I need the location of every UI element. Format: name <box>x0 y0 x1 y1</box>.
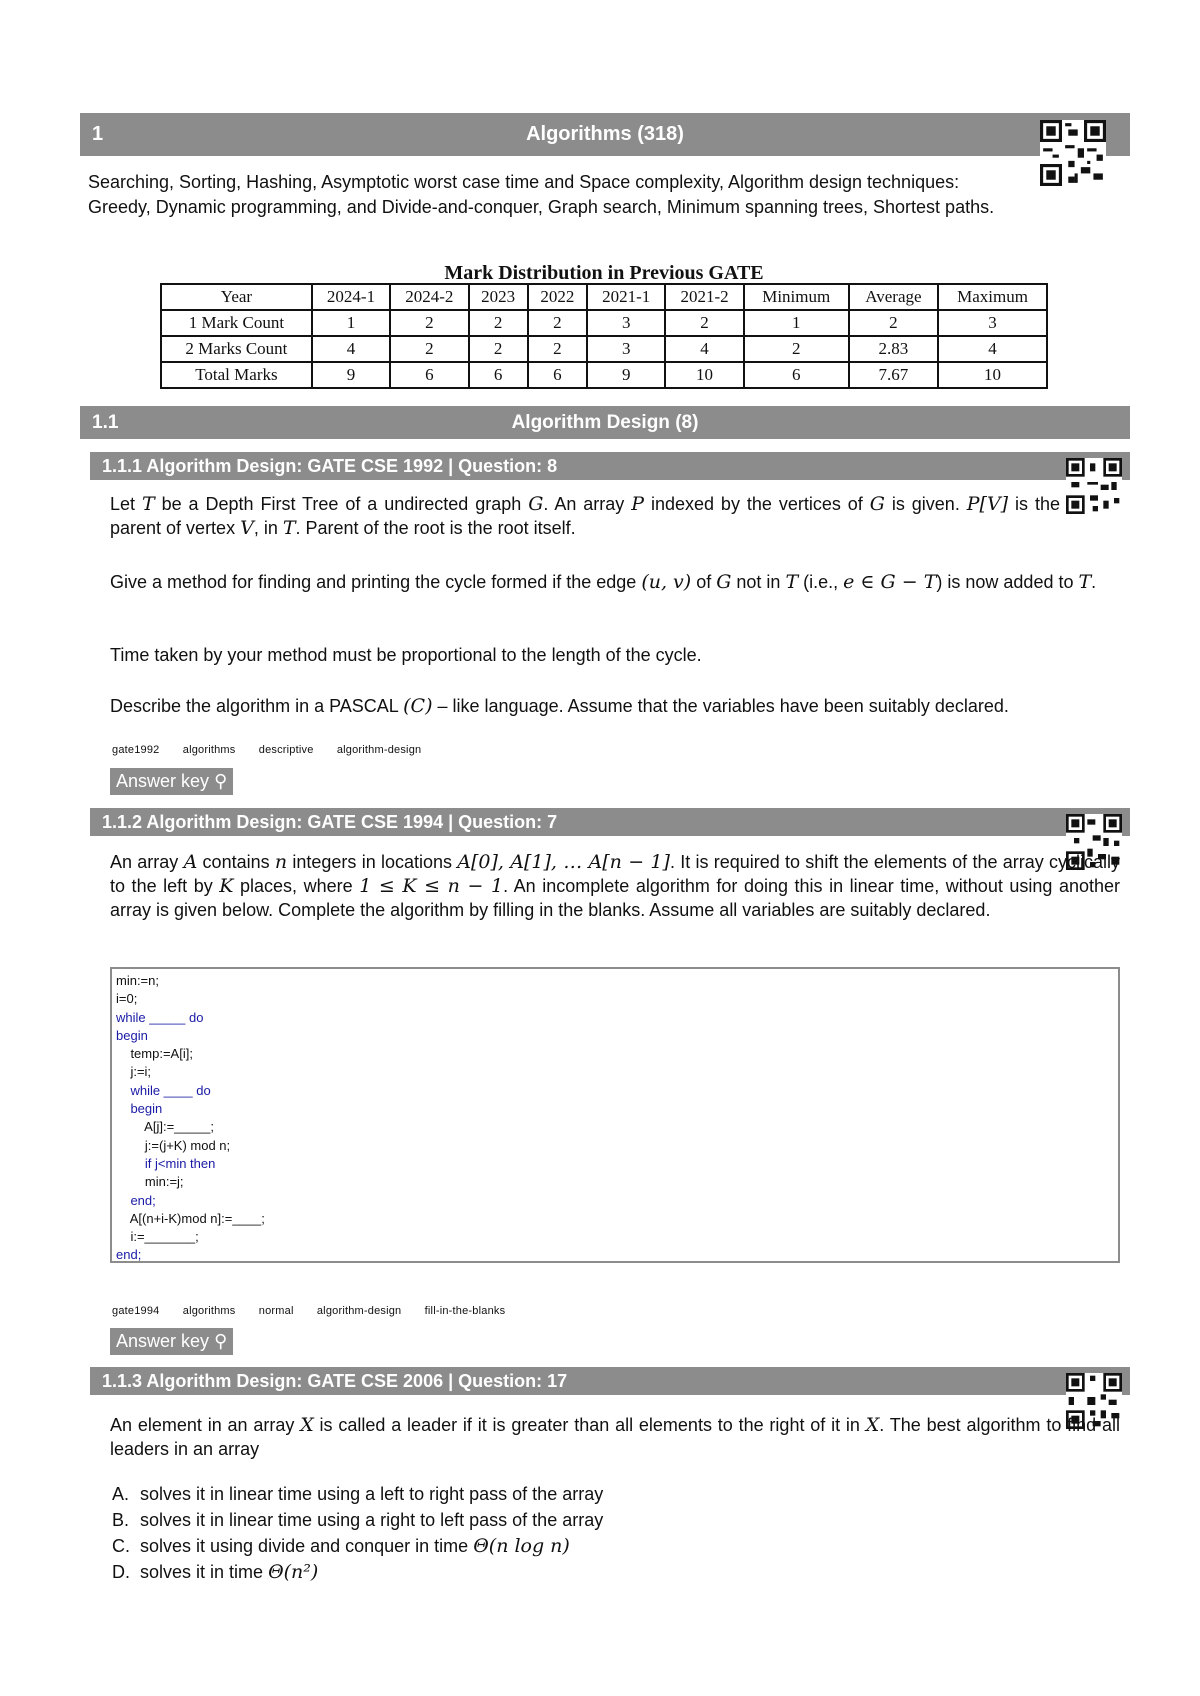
option-c[interactable]: C. solves it using divide and conquer in time Θ(n log n) <box>112 1535 570 1557</box>
table-cell: 1 <box>312 310 390 336</box>
table-header-cell: 2022 <box>528 284 587 310</box>
question-text: Time taken by your method must be proportional to the length of the cycle. <box>110 645 702 665</box>
code-line: while ____ do <box>116 1082 211 1098</box>
question-text: Give a method for finding and printing the cycle formed if the edge (u, v) of G not in T (i.e., e ∈ G − T) is now added to T. <box>110 571 1097 593</box>
tag[interactable]: gate1994 <box>112 1305 160 1317</box>
code-block <box>110 967 1120 1263</box>
table-cell: 2.83 <box>849 336 938 362</box>
table-header-cell: 2024-1 <box>312 284 390 310</box>
code-line: min:=j; <box>116 1174 184 1190</box>
table-cell: 2 <box>528 336 587 362</box>
table-cell: 2 <box>469 310 528 336</box>
code-line: while _____ do <box>116 1009 204 1025</box>
code-line: A[j]:=_____; <box>116 1119 214 1135</box>
table-cell: 2 Marks Count <box>161 336 312 362</box>
question-title: 1.1.2 Algorithm Design: GATE CSE 1994 | Question: 7 <box>102 812 558 832</box>
code-line: i=0; <box>116 991 138 1007</box>
table-row <box>161 336 1047 362</box>
option-d[interactable]: D. solves it in time Θ(n²) <box>112 1561 319 1583</box>
table-cell: 6 <box>469 362 528 388</box>
code-line: begin <box>116 1027 148 1043</box>
section-title: Algorithm Design (8) <box>511 412 699 433</box>
link-icon: ⚲ <box>214 1331 228 1351</box>
tag[interactable]: algorithm-design <box>336 744 422 756</box>
chapter-intro: Searching, Sorting, Hashing, Asymptotic worst case time and Space complexity, Algorithm design techniques: Greedy, Dynamic programming, and Divide-and-conquer, Graph search, Minimum spanning trees, Shortest paths. <box>88 172 995 217</box>
section-number: 1.1 <box>92 412 119 433</box>
table-cell: 2 <box>528 310 587 336</box>
code-line: j:=i; <box>116 1064 152 1080</box>
table-header-cell: Maximum <box>938 284 1047 310</box>
table-header-cell: 2021-1 <box>587 284 665 310</box>
code-line: i:=_______; <box>116 1229 199 1245</box>
code-line: temp:=A[i]; <box>116 1046 193 1062</box>
table-cell: 1 <box>744 310 849 336</box>
tag[interactable]: normal <box>258 1305 294 1317</box>
table-cell: 10 <box>938 362 1047 388</box>
tag-list <box>112 1305 525 1317</box>
theta-n-log-n: Θ(n log n) <box>473 1535 570 1557</box>
table-cell: 2 <box>390 336 468 362</box>
table-header-cell: 2023 <box>469 284 528 310</box>
table-cell: 4 <box>665 336 743 362</box>
qr-code-icon[interactable] <box>1066 458 1122 514</box>
tag[interactable]: algorithms <box>182 744 236 756</box>
link-icon: ⚲ <box>214 771 228 791</box>
code-line: end; <box>116 1192 156 1208</box>
question-text: Describe the algorithm in a PASCAL (C) – like language. Assume that the variables have been suitably declared. <box>110 695 1009 717</box>
option-a[interactable]: A. solves it in linear time using a left to right pass of the array <box>112 1484 604 1504</box>
mark-table-title: Mark Distribution in Previous GATE <box>444 262 764 284</box>
chapter-banner <box>80 113 1130 156</box>
table-header-row <box>161 284 1047 310</box>
tag[interactable]: fill-in-the-blanks <box>424 1305 506 1317</box>
table-cell: 2 <box>849 310 938 336</box>
table-cell: 4 <box>312 336 390 362</box>
mark-distribution-table <box>160 283 1048 389</box>
table-cell: 6 <box>528 362 587 388</box>
table-cell: 3 <box>587 310 665 336</box>
tag[interactable]: algorithms <box>182 1305 236 1317</box>
question-text: Let T be a Depth First Tree of a undirected graph G. An array P indexed by the vertices of G is given. P[V] is the parent of vertex V, in T. Parent of the root is the root itself. <box>110 493 1060 539</box>
table-cell: 2 <box>390 310 468 336</box>
table-cell: 10 <box>665 362 743 388</box>
table-cell: 2 <box>744 336 849 362</box>
answer-key-label: Answer key <box>116 771 210 791</box>
code-line: if j<min then <box>116 1155 216 1171</box>
question-banner <box>90 1367 1130 1395</box>
table-cell: Total Marks <box>161 362 312 388</box>
table-cell: 9 <box>587 362 665 388</box>
table-cell: 3 <box>587 336 665 362</box>
chapter-number: 1 <box>92 123 104 145</box>
question-text: An array A contains n integers in locations A[0], A[1], … A[n − 1]. It is required to shift the elements of the array cyclically to the left by K places, where 1 ≤ K ≤ n − 1. An incomplete algorithm for doing this in linear time, without using another array is given below. Complete the algorithm by filling in the blanks. Assume all variables are suitably declared. <box>110 851 1121 920</box>
tag[interactable]: algorithm-design <box>316 1305 402 1317</box>
table-cell: 2 <box>469 336 528 362</box>
table-row <box>161 362 1047 388</box>
tag-list <box>112 744 441 756</box>
answer-key-button[interactable] <box>110 1328 233 1355</box>
code-line: j:=(j+K) mod n; <box>116 1137 231 1153</box>
table-header-cell: Average <box>849 284 938 310</box>
table-row <box>161 310 1047 336</box>
code-line: min:=n; <box>116 973 159 988</box>
table-cell: 2 <box>665 310 743 336</box>
question-banner <box>90 808 1130 836</box>
option-b[interactable]: B. solves it in linear time using a right to left pass of the array <box>112 1510 604 1530</box>
code-line: end; <box>116 1247 142 1263</box>
table-cell: 7.67 <box>849 362 938 388</box>
table-header-cell: 2021-2 <box>665 284 743 310</box>
tag[interactable]: gate1992 <box>112 744 160 756</box>
table-cell: 1 Mark Count <box>161 310 312 336</box>
option-list <box>112 1481 603 1585</box>
table-cell: 4 <box>938 336 1047 362</box>
table-cell: 3 <box>938 310 1047 336</box>
tag[interactable]: descriptive <box>258 744 314 756</box>
section-banner <box>80 406 1130 439</box>
table-header-cell: Minimum <box>744 284 849 310</box>
question-title: 1.1.3 Algorithm Design: GATE CSE 2006 | Question: 17 <box>102 1371 568 1391</box>
table-cell: 6 <box>390 362 468 388</box>
code-line: A[(n+i-K)mod n]:=____; <box>116 1210 265 1226</box>
table-cell: 6 <box>744 362 849 388</box>
question-text: An element in an array X is called a leader if it is greater than all elements to the right of it in X. The best algorithm to find all leaders in an array <box>110 1414 1121 1459</box>
chapter-title: Algorithms (318) <box>526 123 684 145</box>
theta-n-squared: Θ(n²) <box>268 1561 319 1583</box>
question-banner <box>90 452 1130 480</box>
answer-key-label: Answer key <box>116 1331 210 1351</box>
qr-code-icon[interactable] <box>1040 120 1106 186</box>
answer-key-button[interactable] <box>110 768 233 795</box>
code-line: begin <box>116 1101 163 1117</box>
table-cell: 9 <box>312 362 390 388</box>
table-header-cell: Year <box>161 284 312 310</box>
question-title: 1.1.1 Algorithm Design: GATE CSE 1992 | Question: 8 <box>102 456 558 476</box>
table-header-cell: 2024-2 <box>390 284 468 310</box>
